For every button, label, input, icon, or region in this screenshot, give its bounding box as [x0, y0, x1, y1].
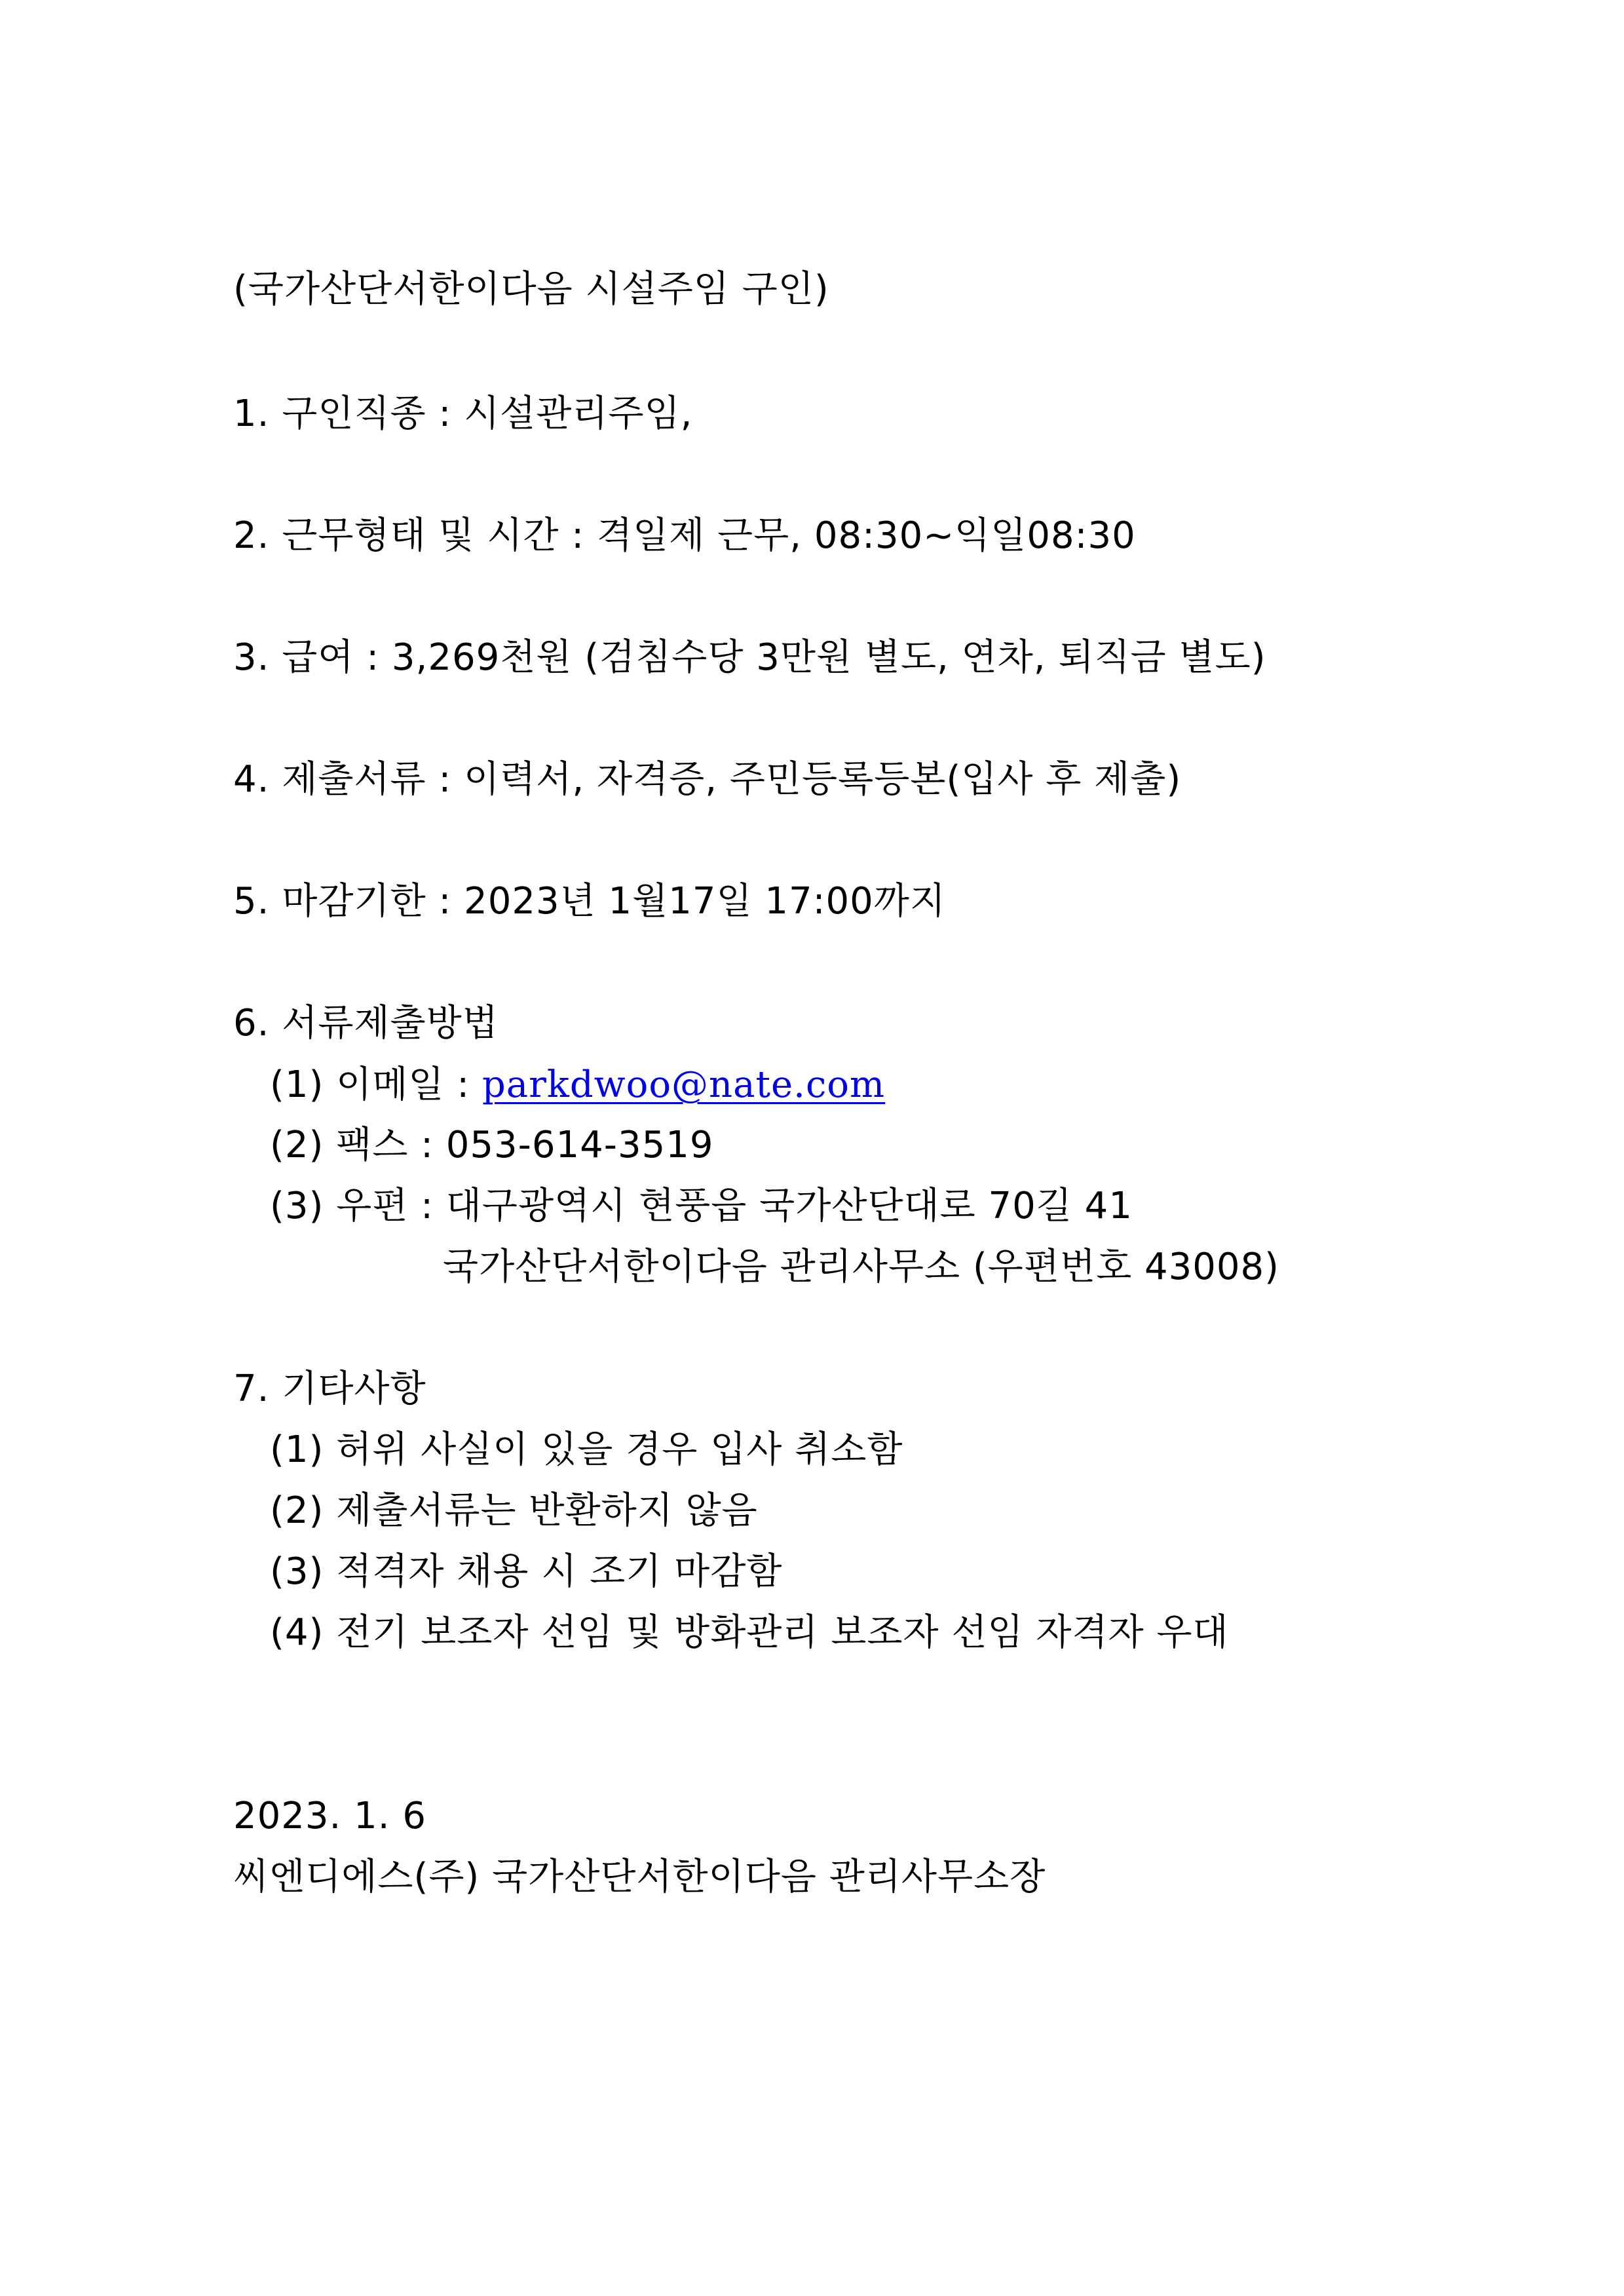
method-heading: 6. 서류제출방법 [233, 1002, 499, 1044]
etc-item: (2) 제출서류는 반환하지 않음 [270, 1489, 758, 1532]
item-deadline: 5. 마감기한 : 2023년 1월17일 17:00까지 [233, 880, 946, 923]
item-documents: 4. 제출서류 : 이력서, 자격증, 주민등록등본(입사 후 제출) [233, 758, 1182, 801]
document-title: (국가산단서한이다음 시설주임 구인) [233, 268, 829, 311]
signature-line: 씨엔디에스(주) 국가산단서한이다음 관리사무소장 [233, 1856, 1046, 1898]
item-salary: 3. 급여 : 3,269천원 (검침수당 3만원 별도, 연차, 퇴직금 별도) [233, 636, 1266, 679]
method-post-continuation: 국가산단서한이다음 관리사무소 (우편번호 43008) [443, 1246, 1279, 1288]
item-job-type: 1. 구인직종 : 시설관리주임, [233, 392, 693, 435]
method-fax: (2) 팩스 : 053-614-3519 [270, 1124, 714, 1166]
etc-item: (3) 적격자 채용 시 조기 마감함 [270, 1550, 783, 1593]
document-date: 2023. 1. 6 [233, 1795, 426, 1837]
email-link[interactable]: parkdwoo@nate.com [482, 1063, 886, 1106]
method-post: (3) 우편 : 대구광역시 현풍읍 국가산단대로 70길 41 [270, 1185, 1133, 1227]
method-email-label: (1) 이메일 : [270, 1063, 482, 1106]
etc-item: (1) 허위 사실이 있을 경우 입사 취소함 [270, 1428, 903, 1471]
etc-item: (4) 전기 보조자 선임 및 방화관리 보조자 선임 자격자 우대 [270, 1611, 1229, 1654]
etc-heading: 7. 기타사항 [233, 1368, 426, 1410]
method-email-row [270, 1063, 886, 1106]
item-work-schedule: 2. 근무형태 및 시간 : 격일제 근무, 08:30~익일08:30 [233, 514, 1136, 557]
